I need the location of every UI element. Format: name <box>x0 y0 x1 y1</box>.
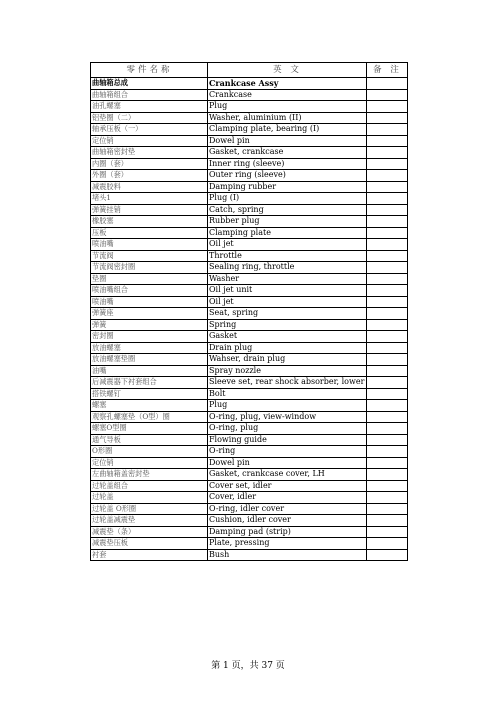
remarks-cell <box>367 492 408 504</box>
table-row <box>91 89 408 101</box>
remarks-cell <box>367 400 408 412</box>
remarks-cell <box>367 411 408 423</box>
part-name-cell: 油孔螺塞 <box>91 101 208 113</box>
remarks-cell <box>367 457 408 469</box>
table-row <box>91 480 408 492</box>
english-cell: Plug (I) <box>208 193 367 205</box>
remarks-cell <box>367 227 408 239</box>
header-english: 英 文 <box>208 63 367 78</box>
english-cell: Plug <box>208 400 367 412</box>
remarks-cell <box>367 388 408 400</box>
remarks-cell <box>367 446 408 458</box>
part-name-cell: 节流阀 <box>91 250 208 262</box>
english-cell: Catch, spring <box>208 204 367 216</box>
remarks-cell <box>367 89 408 101</box>
table-row <box>91 296 408 308</box>
remarks-cell <box>367 423 408 435</box>
english-cell: Damping pad (strip) <box>208 526 367 538</box>
table-row <box>91 331 408 343</box>
remarks-cell <box>367 262 408 274</box>
part-name-cell: 左曲轴箱盖密封垫 <box>91 469 208 481</box>
part-name-cell: 垫圈 <box>91 273 208 285</box>
parts-table <box>90 62 408 561</box>
table-row <box>91 457 408 469</box>
remarks-cell <box>367 147 408 159</box>
part-name-cell: 衬套 <box>91 549 208 561</box>
table-row <box>91 308 408 320</box>
part-name-cell: 观察孔螺塞垫（O型）圈 <box>91 411 208 423</box>
remarks-cell <box>367 112 408 124</box>
table-row <box>91 400 408 412</box>
table-row <box>91 193 408 205</box>
table-row <box>91 342 408 354</box>
table-row <box>91 78 408 90</box>
english-cell: Gasket <box>208 331 367 343</box>
part-name-cell: 减震垫（条） <box>91 526 208 538</box>
remarks-cell <box>367 354 408 366</box>
english-cell: Outer ring (sleeve) <box>208 170 367 182</box>
table-row <box>91 388 408 400</box>
remarks-cell <box>367 135 408 147</box>
english-cell: Oil jet unit <box>208 285 367 297</box>
english-cell: Drain plug <box>208 342 367 354</box>
table-row <box>91 158 408 170</box>
remarks-cell <box>367 239 408 251</box>
english-cell: Washer <box>208 273 367 285</box>
table-row <box>91 227 408 239</box>
english-cell: Seat, spring <box>208 308 367 320</box>
english-cell: Oil jet <box>208 239 367 251</box>
part-name-cell: 减震胶料 <box>91 181 208 193</box>
remarks-cell <box>367 365 408 377</box>
table-row <box>91 354 408 366</box>
part-name-cell: 弹簧座 <box>91 308 208 320</box>
table-header-row <box>91 63 408 78</box>
remarks-cell <box>367 503 408 515</box>
english-cell: Inner ring (sleeve) <box>208 158 367 170</box>
english-cell: Rubber plug <box>208 216 367 228</box>
part-name-cell: O形圈 <box>91 446 208 458</box>
remarks-cell <box>367 308 408 320</box>
remarks-cell <box>367 204 408 216</box>
remarks-cell <box>367 181 408 193</box>
part-name-cell: 搭铁螺钉 <box>91 388 208 400</box>
part-name-cell: 过轮盖 O形圈 <box>91 503 208 515</box>
part-name-cell: 外圈（套） <box>91 170 208 182</box>
part-name-cell: 喷油嘴组合 <box>91 285 208 297</box>
english-cell: Sealing ring, throttle <box>208 262 367 274</box>
table-row <box>91 526 408 538</box>
part-name-cell: 橡胶塞 <box>91 216 208 228</box>
remarks-cell <box>367 319 408 331</box>
part-name-cell: 铝垫圈（二） <box>91 112 208 124</box>
table-row <box>91 239 408 251</box>
english-cell: Crankcase Assy <box>208 78 367 90</box>
table-row <box>91 135 408 147</box>
english-cell: Flowing guide <box>208 434 367 446</box>
english-cell: O-ring, plug <box>208 423 367 435</box>
part-name-cell: 放油螺塞垫圈 <box>91 354 208 366</box>
remarks-cell <box>367 170 408 182</box>
english-cell: Plate, pressing <box>208 538 367 550</box>
part-name-cell: 喷油嘴 <box>91 296 208 308</box>
part-name-cell: 轴承压板（一） <box>91 124 208 136</box>
part-name-cell: 曲轴箱总成 <box>91 78 208 90</box>
table-row <box>91 204 408 216</box>
table-row <box>91 446 408 458</box>
table-row <box>91 434 408 446</box>
english-cell: Dowel pin <box>208 457 367 469</box>
english-cell: Cover set, idler <box>208 480 367 492</box>
english-cell: Spring <box>208 319 367 331</box>
english-cell: Damping rubber <box>208 181 367 193</box>
remarks-cell <box>367 538 408 550</box>
english-cell: Sleeve set, rear shock absorber, lower <box>208 377 367 389</box>
remarks-cell <box>367 549 408 561</box>
table-row <box>91 112 408 124</box>
part-name-cell: 曲轴箱组合 <box>91 89 208 101</box>
table-row <box>91 549 408 561</box>
header-part-name: 零件名称 <box>91 63 208 78</box>
english-cell: Bush <box>208 549 367 561</box>
english-cell: Spray nozzle <box>208 365 367 377</box>
part-name-cell: 过轮盖 <box>91 492 208 504</box>
english-cell: Oil jet <box>208 296 367 308</box>
remarks-cell <box>367 78 408 90</box>
table-row <box>91 503 408 515</box>
english-cell: Clamping plate <box>208 227 367 239</box>
part-name-cell: 螺塞 <box>91 400 208 412</box>
part-name-cell: 内圈（套） <box>91 158 208 170</box>
part-name-cell: 定位销 <box>91 135 208 147</box>
part-name-cell: 油嘴 <box>91 365 208 377</box>
part-name-cell: 定位销 <box>91 457 208 469</box>
remarks-cell <box>367 331 408 343</box>
remarks-cell <box>367 101 408 113</box>
english-cell: Plug <box>208 101 367 113</box>
table-row <box>91 377 408 389</box>
part-name-cell: 密封圈 <box>91 331 208 343</box>
english-cell: Gasket, crankcase cover, LH <box>208 469 367 481</box>
english-cell: O-ring <box>208 446 367 458</box>
table-row <box>91 101 408 113</box>
part-name-cell: 喷油嘴 <box>91 239 208 251</box>
part-name-cell: 放油螺塞 <box>91 342 208 354</box>
table-row <box>91 538 408 550</box>
english-cell: Clamping plate, bearing (I) <box>208 124 367 136</box>
part-name-cell: 减震垫压板 <box>91 538 208 550</box>
part-name-cell: 过轮盖减震垫 <box>91 515 208 527</box>
table-row <box>91 319 408 331</box>
remarks-cell <box>367 377 408 389</box>
part-name-cell: 节流阀密封圈 <box>91 262 208 274</box>
part-name-cell: 堵头1 <box>91 193 208 205</box>
table-row <box>91 124 408 136</box>
remarks-cell <box>367 515 408 527</box>
english-cell: Dowel pin <box>208 135 367 147</box>
remarks-cell <box>367 216 408 228</box>
table-row <box>91 285 408 297</box>
page-footer: 第 1 页，共 37 页 <box>211 661 285 671</box>
table-row <box>91 181 408 193</box>
table-row <box>91 423 408 435</box>
english-cell: Gasket, crankcase <box>208 147 367 159</box>
part-name-cell: 曲轴箱密封垫 <box>91 147 208 159</box>
table-row <box>91 365 408 377</box>
table-row <box>91 147 408 159</box>
remarks-cell <box>367 158 408 170</box>
remarks-cell <box>367 124 408 136</box>
english-cell: Wahser, drain plug <box>208 354 367 366</box>
remarks-cell <box>367 296 408 308</box>
table-row <box>91 170 408 182</box>
remarks-cell <box>367 469 408 481</box>
english-cell: Crankcase <box>208 89 367 101</box>
remarks-cell <box>367 526 408 538</box>
remarks-cell <box>367 342 408 354</box>
remarks-cell <box>367 285 408 297</box>
table-row <box>91 216 408 228</box>
part-name-cell: 通气导板 <box>91 434 208 446</box>
english-cell: Cushion, idler cover <box>208 515 367 527</box>
english-cell: O-ring, plug, view-window <box>208 411 367 423</box>
part-name-cell: 后减震器下衬套组合 <box>91 377 208 389</box>
table-row <box>91 250 408 262</box>
english-cell: O-ring, idler cover <box>208 503 367 515</box>
part-name-cell: 弹簧挂销 <box>91 204 208 216</box>
part-name-cell: 弹簧 <box>91 319 208 331</box>
remarks-cell <box>367 434 408 446</box>
part-name-cell: 过轮盖组合 <box>91 480 208 492</box>
remarks-cell <box>367 250 408 262</box>
english-cell: Washer, aluminium (II) <box>208 112 367 124</box>
table-row <box>91 273 408 285</box>
english-cell: Throttle <box>208 250 367 262</box>
english-cell: Bolt <box>208 388 367 400</box>
remarks-cell <box>367 480 408 492</box>
header-remarks: 备 注 <box>367 63 408 78</box>
table-row <box>91 515 408 527</box>
table-row <box>91 262 408 274</box>
part-name-cell: 压板 <box>91 227 208 239</box>
table-row <box>91 469 408 481</box>
part-name-cell: 螺塞O型圈 <box>91 423 208 435</box>
table-row <box>91 492 408 504</box>
english-cell: Cover, idler <box>208 492 367 504</box>
remarks-cell <box>367 273 408 285</box>
table-row <box>91 411 408 423</box>
remarks-cell <box>367 193 408 205</box>
